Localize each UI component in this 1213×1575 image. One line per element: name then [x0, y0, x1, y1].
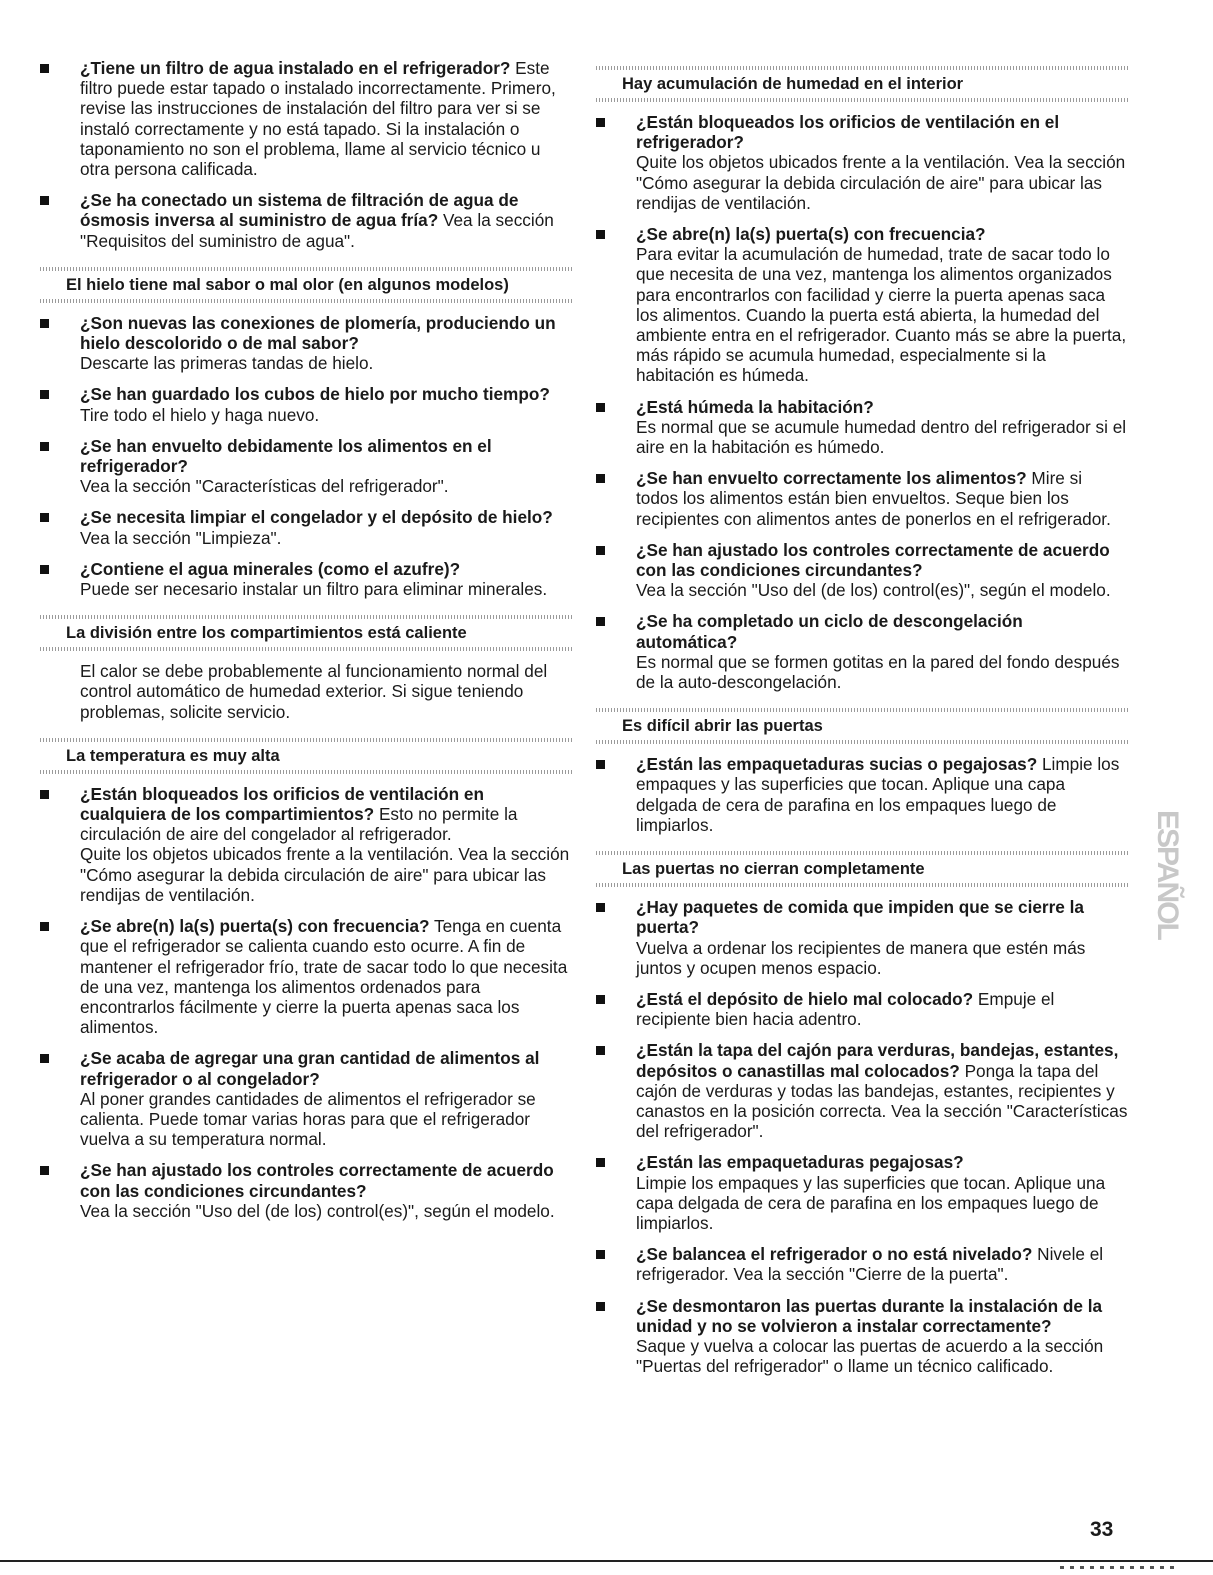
right-column: [596, 58, 1128, 1387]
bullet-icon: [596, 118, 605, 127]
bullet-icon: [40, 442, 49, 451]
bullet-icon: [596, 1302, 605, 1311]
list-item: ¿Se acaba de agregar una gran cantidad de alimentos al refrigerador o al congelador? Al poner grandes cantidades de alimentos el refrigerador se calienta. Puede tomar varias horas para que el refrigerador vuelva a su temperatura normal.: [40, 1048, 572, 1149]
bullet-icon: [40, 1166, 49, 1175]
bullet-icon: [40, 922, 49, 931]
list-item: ¿Está húmeda la habitación? Es normal que se acumule humedad dentro del refrigerador si el aire en la habitación es húmedo.: [596, 397, 1128, 458]
footer-rule: [0, 1560, 1213, 1562]
bullet-icon: [596, 617, 605, 626]
list-item: ¿Están bloqueados los orificios de ventilación en cualquiera de los compartimientos? Esto no permite la circulación de aire del congelador al refrigerador. Quite los objetos ubicados frente a la ventilación. Vea la sección "Cómo asegurar la debida circulación de aire" para ubicar las rendijas de ventilación.: [40, 784, 572, 905]
list-item: ¿Se necesita limpiar el congelador y el depósito de hielo? Vea la sección "Limpieza".: [40, 507, 572, 547]
list-item: ¿Se balancea el refrigerador o no está nivelado? Nivele el refrigerador. Vea la sección "Cierre de la puerta".: [596, 1244, 1128, 1284]
bullet-icon: [40, 790, 49, 799]
bullet-icon: [40, 64, 49, 73]
section-heading: Las puertas no cierran completamente: [596, 851, 1128, 887]
list-item: ¿Tiene un filtro de agua instalado en el refrigerador? Este filtro puede estar tapado o instalado incorrectamente. Primero, revise las instrucciones de instalación del filtro para ver si se instaló correctamente y no está tapado. Si la instalación o taponamiento no son el problema, llame al servicio técnico u otra persona calificada.: [40, 58, 572, 179]
bullet-icon: [40, 513, 49, 522]
footer-dots: [1060, 1566, 1180, 1569]
list-item: ¿Se desmontaron las puertas durante la instalación de la unidad y no se volvieron a instalar correctamente? Saque y vuelva a colocar las puertas de acuerdo a la sección "Puertas del refrigerador" o llame un técnico calificado.: [596, 1296, 1128, 1377]
list-item: ¿Se han ajustado los controles correctamente de acuerdo con las condiciones circundantes? Vea la sección "Uso del (de los) control(es)", según el modelo.: [40, 1160, 572, 1221]
list-item: ¿Hay paquetes de comida que impiden que se cierre la puerta? Vuelva a ordenar los recipientes de manera que estén más juntos y ocupen menos espacio.: [596, 897, 1128, 978]
section-heading: La temperatura es muy alta: [40, 738, 572, 774]
list-item: ¿Se abre(n) la(s) puerta(s) con frecuencia? Tenga en cuenta que el refrigerador se calienta cuando esto ocurre. A fin de mantener el refrigerador frío, trate de sacar todo lo que necesita de una vez, mantenga los alimentos ordenados para encontrarlos fácilmente y cierre la puerta apenas saca los alimentos.: [40, 916, 572, 1037]
page-number: 33: [1090, 1518, 1114, 1541]
bullet-icon: [40, 390, 49, 399]
bullet-icon: [596, 1158, 605, 1167]
list-item: ¿Están la tapa del cajón para verduras, bandejas, estantes, depósitos o canastillas mal colocados? Ponga la tapa del cajón de verduras y todas las bandejas, estantes, recipientes y canastos en la posición correcta. Vea la sección "Características del refrigerador".: [596, 1040, 1128, 1141]
list-item: ¿Se ha completado un ciclo de descongelación automática? Es normal que se formen gotitas en la pared del fondo después de la auto-descongelación.: [596, 611, 1128, 692]
paragraph: El calor se debe probablemente al funcionamiento normal del control automático de humedad exterior. Si sigue teniendo problemas, solicite servicio.: [80, 661, 548, 722]
bullet-icon: [596, 546, 605, 555]
bullet-icon: [596, 1046, 605, 1055]
bullet-icon: [596, 760, 605, 769]
list-item: ¿Se ha conectado un sistema de filtración de agua de ósmosis inversa al suministro de agua fría? Vea la sección "Requisitos del suministro de agua".: [40, 190, 572, 251]
bullet-icon: [596, 230, 605, 239]
list-item: ¿Son nuevas las conexiones de plomería, produciendo un hielo descolorido o de mal sabor? Descarte las primeras tandas de hielo.: [40, 313, 572, 374]
list-item: ¿Se han envuelto debidamente los alimentos en el refrigerador? Vea la sección "Características del refrigerador".: [40, 436, 572, 497]
bullet-icon: [40, 196, 49, 205]
left-column: [40, 58, 572, 1232]
section-heading: La división entre los compartimientos está caliente: [40, 615, 572, 651]
bullet-icon: [596, 474, 605, 483]
bullet-icon: [40, 1054, 49, 1063]
bullet-icon: [596, 903, 605, 912]
list-item: ¿Se han ajustado los controles correctamente de acuerdo con las condiciones circundantes? Vea la sección "Uso del (de los) control(es)", según el modelo.: [596, 540, 1128, 601]
bullet-icon: [596, 403, 605, 412]
list-item: ¿Contiene el agua minerales (como el azufre)? Puede ser necesario instalar un filtro para eliminar minerales.: [40, 559, 572, 599]
language-side-tab: ESPAÑOL: [1151, 810, 1184, 939]
section-heading: Hay acumulación de humedad en el interior: [596, 66, 1128, 102]
list-item: ¿Se han guardado los cubos de hielo por mucho tiempo? Tire todo el hielo y haga nuevo.: [40, 384, 572, 424]
list-item: ¿Se abre(n) la(s) puerta(s) con frecuencia? Para evitar la acumulación de humedad, trate de sacar todo lo que necesita de una vez, mantenga los alimentos organizados para encontrarlos con facilidad y cierre la puerta apenas saca los alimentos. Cuando la puerta está abierta, la humedad del ambiente entra en el refrigerador. Cuanto más se abre la puerta, más rápido se acumula humedad, especialmente si la habitación es húmeda.: [596, 224, 1128, 386]
bullet-icon: [596, 995, 605, 1004]
list-item: ¿Están bloqueados los orificios de ventilación en el refrigerador? Quite los objetos ubicados frente a la ventilación. Vea la sección "Cómo asegurar la debida circulación de aire" para ubicar las rendijas de ventilación.: [596, 112, 1128, 213]
list-item: ¿Están las empaquetaduras pegajosas? Limpie los empaques y las superficies que tocan. Aplique una capa delgada de cera de parafina en los empaques luego de limpiarlos.: [596, 1152, 1128, 1233]
bullet-icon: [40, 319, 49, 328]
bullet-icon: [40, 565, 49, 574]
list-item: ¿Están las empaquetaduras sucias o pegajosas? Limpie los empaques y las superficies que tocan. Aplique una capa delgada de cera de parafina en los empaques luego de limpiarlos.: [596, 754, 1128, 835]
bullet-icon: [596, 1250, 605, 1259]
section-heading: Es difícil abrir las puertas: [596, 708, 1128, 744]
section-heading: El hielo tiene mal sabor o mal olor (en algunos modelos): [40, 267, 572, 303]
list-item: ¿Se han envuelto correctamente los alimentos? Mire si todos los alimentos están bien envueltos. Seque bien los recipientes con alimentos antes de ponerlos en el refrigerador.: [596, 468, 1128, 529]
list-item: ¿Está el depósito de hielo mal colocado? Empuje el recipiente bien hacia adentro.: [596, 989, 1128, 1029]
